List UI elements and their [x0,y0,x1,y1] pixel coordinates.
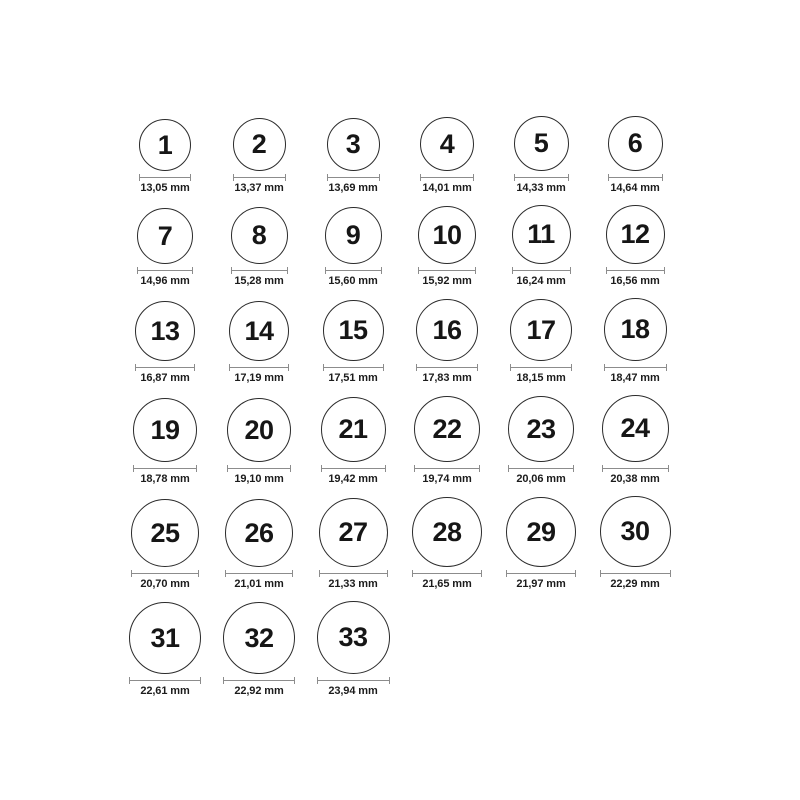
ring-circle [600,496,671,567]
measure-line-bar [421,177,473,178]
diameter-label: 18,78 mm [140,473,190,485]
ring-circle [604,298,667,361]
ring-size-cell [306,498,400,591]
ring-size-number: 6 [627,128,643,158]
ring-size-cell [306,397,400,486]
ring-size-cell [400,497,494,591]
measure-line-bar [605,367,666,368]
ring-size-cell [400,206,494,288]
diameter-label: 20,70 mm [140,578,190,590]
diameter-label: 16,87 mm [140,372,190,384]
measure-line-bar [224,680,294,681]
ring-size-number: 7 [157,220,173,251]
measure-line-bar [509,468,573,469]
ring-size-number: 3 [345,129,361,159]
measure-line-bar [140,177,190,178]
ring-size-cell [306,300,400,385]
ring-circle [418,206,476,264]
diameter-measure-line [600,570,671,577]
ring-size-cell [588,395,682,486]
diameter-label: 16,56 mm [610,275,660,287]
diameter-label: 13,69 mm [328,182,378,194]
measure-line-bar [130,680,200,681]
measure-line-bar [134,468,196,469]
ring-circle [129,602,201,674]
diameter-measure-line [231,267,288,274]
ring-size-cell [306,118,400,195]
ring-size-number: 11 [527,219,555,249]
ring-size-cell [400,299,494,385]
diameter-label: 19,74 mm [422,473,472,485]
ring-size-number: 13 [150,315,180,346]
ring-size-cell [400,117,494,195]
ring-size-number: 27 [338,517,368,547]
ring-circle [512,205,571,264]
diameter-measure-line [414,465,480,472]
ring-size-number: 28 [432,516,462,547]
ring-size-number: 9 [345,220,361,250]
diameter-measure-line [510,364,572,371]
ring-size-cell [118,301,212,385]
ring-size-cell [306,207,400,288]
diameter-measure-line [606,267,665,274]
ring-size-cell [588,496,682,591]
diameter-label: 14,01 mm [422,182,472,194]
ring-size-cell [212,301,306,385]
ring-size-cell [588,205,682,288]
measure-line-bar [607,270,664,271]
ring-circle [420,117,474,171]
ring-size-number: 16 [432,314,462,345]
ring-circle [506,497,576,567]
ring-size-number: 8 [251,220,267,250]
diameter-label: 19,42 mm [328,473,378,485]
diameter-measure-line [133,465,197,472]
measure-line-bar [419,270,475,271]
ring-size-number: 22 [432,413,462,444]
measure-line-bar [601,573,670,574]
diameter-label: 14,96 mm [140,275,190,287]
measure-line-bar [415,468,479,469]
diameter-label: 13,05 mm [140,182,190,194]
ring-circle [416,299,478,361]
ring-size-cell [494,396,588,486]
measure-line-bar [603,468,668,469]
measure-line-bar [511,367,571,368]
diameter-measure-line [420,174,474,181]
diameter-measure-line [319,570,388,577]
diameter-measure-line [604,364,667,371]
ring-circle [508,396,574,462]
ring-size-number: 33 [338,622,368,652]
ring-size-cell [306,601,400,698]
ring-size-cell [212,398,306,486]
diameter-label: 22,61 mm [140,685,190,697]
ring-size-cell [118,602,212,698]
ring-size-cell [494,497,588,591]
measure-line-bar [230,367,288,368]
ring-circle [139,119,191,171]
ring-circle [602,395,669,462]
ring-size-number: 17 [526,314,556,345]
diameter-measure-line [508,465,574,472]
diameter-label: 23,94 mm [328,685,378,697]
ring-size-number: 19 [150,414,180,445]
measure-line-bar [513,270,570,271]
ring-size-number: 10 [432,219,462,250]
diameter-measure-line [608,174,663,181]
diameter-measure-line [416,364,478,371]
ring-size-cell [212,602,306,698]
ring-size-number: 24 [620,413,650,443]
diameter-measure-line [317,677,390,684]
measure-line-bar [326,270,381,271]
ring-size-number: 1 [157,129,173,160]
diameter-measure-line [129,677,201,684]
ring-size-number: 20 [244,414,274,445]
ring-circle [321,397,386,462]
ring-circle [327,118,380,171]
measure-line-bar [507,573,575,574]
diameter-measure-line [327,174,380,181]
diameter-label: 22,29 mm [610,578,660,590]
diameter-label: 17,83 mm [422,372,472,384]
ring-size-number: 12 [620,219,650,249]
measure-line-bar [234,177,285,178]
diameter-label: 15,92 mm [422,275,472,287]
ring-size-cell [212,118,306,195]
diameter-measure-line [137,267,193,274]
ring-size-number: 31 [150,622,180,653]
ring-size-cell [494,299,588,385]
measure-line-bar [328,177,379,178]
ring-circle [608,116,663,171]
diameter-measure-line [323,364,384,371]
ring-size-cell [118,499,212,591]
ring-size-number: 4 [439,128,455,159]
ring-size-number: 32 [244,622,274,653]
measure-line-bar [320,573,387,574]
diameter-label: 18,15 mm [516,372,566,384]
diameter-label: 21,33 mm [328,578,378,590]
measure-line-bar [138,270,192,271]
diameter-measure-line [512,267,571,274]
diameter-label: 22,92 mm [234,685,284,697]
diameter-label: 21,01 mm [234,578,284,590]
measure-line-bar [322,468,385,469]
measure-line-bar [232,270,287,271]
diameter-label: 17,51 mm [328,372,378,384]
ring-size-number: 21 [338,414,368,444]
ring-circle [606,205,665,264]
diameter-measure-line [325,267,382,274]
ring-size-cell [588,116,682,195]
diameter-measure-line [602,465,669,472]
diameter-label: 14,33 mm [516,182,566,194]
measure-line-bar [318,680,389,681]
ring-circle [131,499,199,567]
ring-size-number: 26 [244,517,274,548]
ring-size-cell [118,398,212,486]
ring-size-number: 23 [526,413,556,444]
ring-size-cell [118,119,212,195]
ring-circle [135,301,195,361]
diameter-measure-line [225,570,293,577]
ring-circle [229,301,289,361]
ring-circle [323,300,384,361]
ring-size-number: 5 [533,128,549,158]
diameter-measure-line [412,570,482,577]
ring-circle [227,398,291,462]
ring-size-cell [494,205,588,288]
ring-size-number: 14 [244,315,274,346]
diameter-measure-line [139,174,191,181]
diameter-label: 16,24 mm [516,275,566,287]
measure-line-bar [417,367,477,368]
ring-size-cell [400,396,494,486]
measure-line-bar [609,177,662,178]
measure-line-bar [324,367,383,368]
diameter-measure-line [514,174,569,181]
ring-size-number: 15 [338,315,368,345]
ring-size-number: 30 [620,516,650,546]
measure-line-bar [228,468,290,469]
ring-circle [412,497,482,567]
diameter-label: 21,97 mm [516,578,566,590]
measure-line-bar [136,367,194,368]
diameter-label: 19,10 mm [234,473,284,485]
diameter-label: 14,64 mm [610,182,660,194]
diameter-label: 15,60 mm [328,275,378,287]
ring-circle [514,116,569,171]
ring-size-cell [588,298,682,385]
diameter-measure-line [506,570,576,577]
diameter-label: 20,38 mm [610,473,660,485]
ring-size-number: 25 [150,517,180,548]
ring-size-number: 29 [526,516,556,547]
ring-size-cell [212,207,306,288]
diameter-label: 13,37 mm [234,182,284,194]
ring-circle [231,207,288,264]
diameter-label: 20,06 mm [516,473,566,485]
ring-circle [319,498,388,567]
ring-circle [133,398,197,462]
diameter-label: 21,65 mm [422,578,472,590]
ring-circle [414,396,480,462]
ring-circle [325,207,382,264]
diameter-measure-line [131,570,199,577]
measure-line-bar [413,573,481,574]
ring-size-cell [212,499,306,591]
measure-line-bar [515,177,568,178]
diameter-label: 15,28 mm [234,275,284,287]
diameter-measure-line [135,364,195,371]
diameter-label: 17,19 mm [234,372,284,384]
diameter-label: 18,47 mm [610,372,660,384]
ring-circle [510,299,572,361]
ring-circle [137,208,193,264]
diameter-measure-line [418,267,476,274]
ring-size-cell [118,208,212,288]
ring-size-chart [118,0,682,698]
ring-circle [233,118,286,171]
diameter-measure-line [321,465,386,472]
ring-size-number: 18 [620,314,650,344]
diameter-measure-line [223,677,295,684]
ring-circle [225,499,293,567]
ring-circle [223,602,295,674]
ring-size-cell [494,116,588,195]
ring-circle [317,601,390,674]
measure-line-bar [132,573,198,574]
diameter-measure-line [229,364,289,371]
measure-line-bar [226,573,292,574]
diameter-measure-line [233,174,286,181]
ring-size-number: 2 [251,129,267,159]
diameter-measure-line [227,465,291,472]
